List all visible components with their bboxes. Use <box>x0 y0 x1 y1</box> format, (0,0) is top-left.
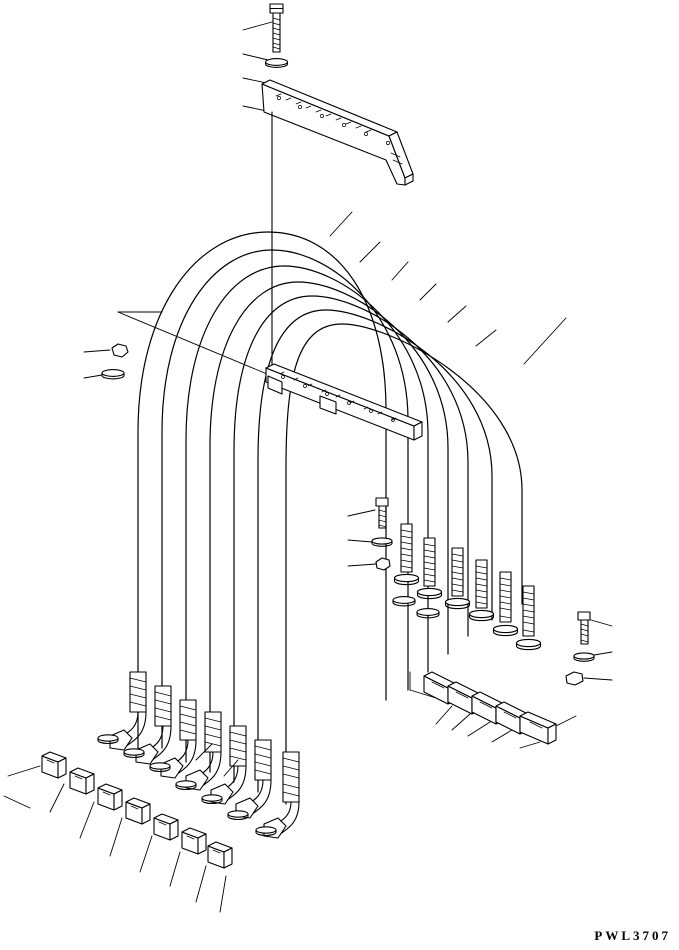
leader-lines-arch-tops <box>330 212 566 364</box>
left-nut-washer-icon <box>84 344 128 379</box>
hose-leg-bolts-icon <box>393 524 541 650</box>
right-clamp-blocks-icon <box>410 672 576 748</box>
right-side-bolt-nut-icon <box>566 612 612 685</box>
top-bolt-icon <box>270 4 283 52</box>
top-mounting-bar-icon <box>262 80 413 185</box>
drawing-part-number: PWL3707 <box>594 928 671 943</box>
top-washer-icon <box>266 59 288 68</box>
